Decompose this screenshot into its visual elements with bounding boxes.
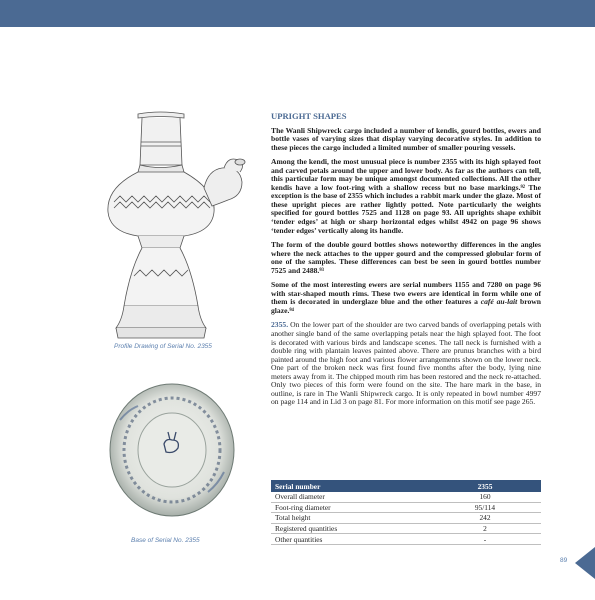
table-row	[271, 502, 541, 513]
row-value: -	[429, 534, 541, 545]
paragraph-intro: The Wanli Shipwreck cargo included a number of kendis, gourd bottles, ewers and bottle vases of varying sizes that display varying decorative styles. In addition to these pieces the cargo included a limited number of smaller pouring vessels.	[271, 125, 541, 152]
row-label: Total height	[271, 513, 429, 524]
ewers-glaze-term: café au-lait	[480, 297, 518, 307]
ewers-text-start: Some of the most interesting ewers are serial numbers 1155 and 7280 on page 96 with star-shaped mouth rims. These two ewers are identical in form while one of them is decorated in underglaze blue and the other features a	[271, 280, 541, 307]
row-label: Other quantities	[271, 534, 429, 545]
serial-number-label: 2355.	[271, 320, 289, 330]
row-value: 242	[429, 513, 541, 524]
table-row	[271, 513, 541, 524]
table-row	[271, 492, 541, 502]
specification-table	[271, 480, 541, 545]
row-label: Foot-ring diameter	[271, 502, 429, 513]
text-column	[271, 112, 541, 413]
row-value: 160	[429, 492, 541, 502]
row-value: 95/114	[429, 502, 541, 513]
row-value: 2	[429, 523, 541, 534]
paragraph-serial-description	[271, 321, 541, 406]
paragraph-ewers	[271, 281, 541, 315]
kendi-profile-drawing	[100, 110, 250, 342]
section-heading: UPRIGHT SHAPES	[271, 111, 347, 121]
profile-drawing-caption: Profile Drawing of Serial No. 2355	[114, 343, 212, 350]
row-label: Overall diameter	[271, 492, 429, 502]
serial-description-text: On the lower part of the shoulder are two carved bands of overlapping petals with another single band of the same overlapping petals near the high splayed foot. The foot is decorated with various birds and landscape scenes. The tall neck is furnished with a double ring with plantain leaves painted above. There are prunus branches with a bird painted around the high foot and various flower arrangements shown on the lower neck. One part of the broken neck was first found five months after the body, lying nine meters away from it. The chipped mouth rim has been restored and the neck re-attached. Only two pieces of this form were found on the site. The hare mark in the base, in outline, is rare in The Wanli Shipwreck cargo. It is only repeated in bowl number 4997 on page 114 and in Lid 3 on page 81. For more information on this motif see page 265.	[271, 320, 541, 407]
page-tab-triangle	[575, 547, 595, 579]
row-label: Registered quantities	[271, 523, 429, 534]
table-header-label: Serial number	[271, 480, 429, 492]
paragraph-gourd-bottles: The form of the double gourd bottles shows noteworthy differences in the angles where the neck attaches to the upper gourd and the compressed globular form of one of the samples. These differences can best be seen in gourd bottles number 7525 and 2488.⁹³	[271, 240, 541, 275]
page-number: 89	[560, 557, 568, 564]
table-header-value: 2355	[429, 480, 541, 492]
table-row	[271, 523, 541, 534]
header-bar	[0, 0, 595, 27]
base-photo-caption: Base of Serial No. 2355	[131, 537, 200, 544]
paragraph-kendi: Among the kendi, the most unusual piece is number 2355 with its high splayed foot and carved petals around the upper and lower body. As far as the authors can tell, this particular form may be unique amongst documented collections. All the other kendis have a low foot-ring with a shallow recess but no base markings.⁹² The exception is the base of 2355 which includes a rabbit mark under the glaze. Most of these upright pieces are rather lightly potted. Note particularly the weights specified for gourd bottles 7525 and 1128 on page 93. All uprights shape exhibit ‘tender edges’ at high or sharp horizontal edges whilst 4942 on page 96 shows ‘tender edges’ vertically along its handle.	[271, 157, 541, 235]
table-header-row	[271, 480, 541, 492]
table-row	[271, 534, 541, 545]
ewers-text-end: brown glaze.⁹⁴	[271, 297, 542, 315]
base-photo	[108, 380, 238, 520]
